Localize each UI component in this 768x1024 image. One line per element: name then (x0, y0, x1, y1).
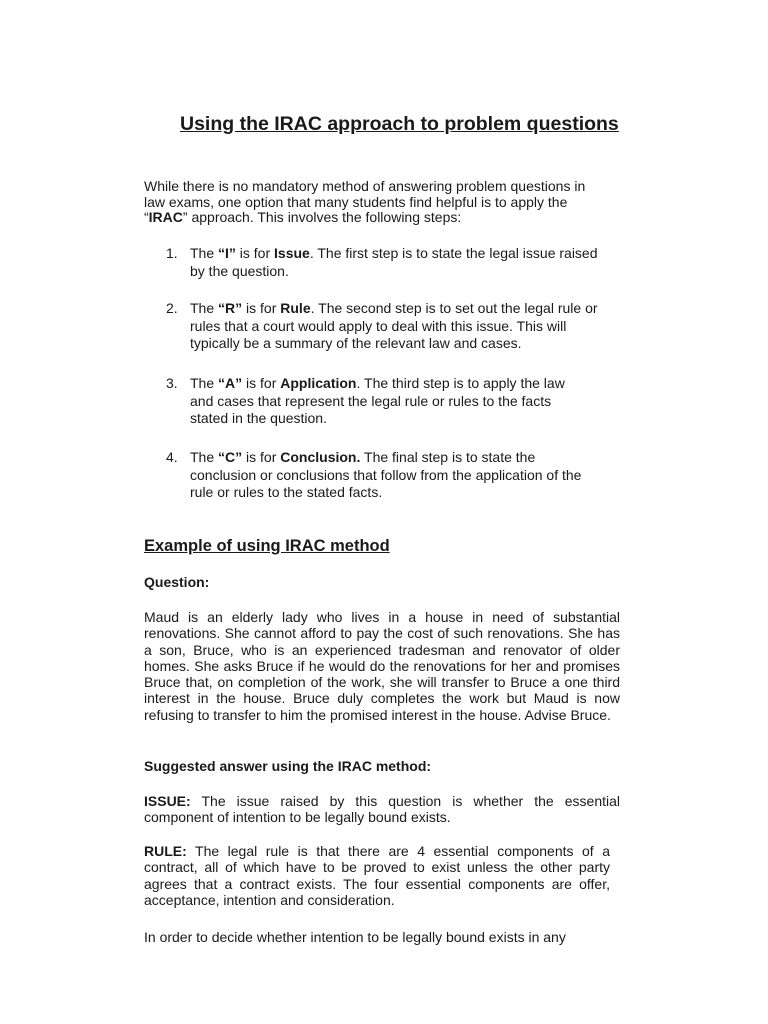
step-number: 4. (166, 449, 178, 465)
step-term: Conclusion. (280, 449, 361, 465)
step-text (190, 375, 590, 428)
rule-label: RULE: (144, 843, 187, 859)
step-middle: is for (242, 300, 281, 316)
step-middle: is for (235, 245, 275, 261)
step-description: The final step is to state the conclusion or conclusions that follow from the application of the rule or rules to the stated facts. (190, 449, 582, 500)
answer-heading: Suggested answer using the IRAC method: (144, 758, 432, 774)
step-prefix: The (190, 375, 219, 391)
rule-text: The legal rule is that there are 4 essential components of a contract, all of which have to be proved to exist unless the other party agrees that a contract exists. The four essential components are offer, acceptance, intention and consideration. (144, 843, 610, 908)
intro-irac-term: IRAC (148, 209, 183, 225)
step-middle: is for (242, 449, 281, 465)
step-text (190, 449, 605, 502)
intro-paragraph (144, 179, 606, 226)
step-number: 1. (166, 245, 178, 261)
step-description: . The second step is to set out the legal rule or rules that a court would apply to deal with this issue. This will typically be a summary of the relevant law and cases. (190, 300, 598, 351)
step-prefix: The (190, 300, 219, 316)
issue-paragraph (144, 793, 620, 826)
step-term: Issue (274, 245, 310, 261)
intro-text-after: ” approach. This involves the following steps: (182, 209, 462, 225)
step-description: . The third step is to apply the law and cases that represent the legal rule or rules to the facts stated in the question. (190, 375, 565, 426)
step-text (190, 245, 610, 280)
issue-label: ISSUE: (144, 793, 191, 809)
step-letter: “C” (218, 449, 243, 465)
step-term: Rule (280, 300, 311, 316)
intro-text-before: While there is no mandatory method of answering problem questions in law exams, one option that many students find helpful is to apply the “ (144, 178, 586, 225)
step-prefix: The (190, 245, 219, 261)
question-paragraph: Maud is an elderly lady who lives in a house in need of substantial renovations. She cannot afford to pay the cost of such renovations. She has a son, Bruce, who is an experienced tradesman and renovator of older homes. She asks Bruce if he would do the renovations for her and promises Bruce that, on completion of the work, she will transfer to Bruce a one third interest in the house. Bruce duly completes the work but Maud is now refusing to transfer to him the promised interest in the house. Advise Bruce. (144, 609, 620, 723)
step-description: . The first step is to state the legal issue raised by the question. (190, 245, 598, 279)
example-heading: Example of using IRAC method (144, 537, 390, 555)
step-number: 2. (166, 300, 178, 316)
step-text (190, 300, 610, 353)
issue-text: The issue raised by this question is whether the essential component of intention to be legally bound exists. (144, 793, 620, 826)
step-prefix: The (190, 449, 219, 465)
step-letter: “R” (218, 300, 243, 316)
document-title: Using the IRAC approach to problem questions (180, 113, 619, 135)
question-heading: Question: (144, 574, 210, 590)
step-number: 3. (166, 375, 178, 391)
rule-paragraph (144, 843, 610, 908)
closing-paragraph: In order to decide whether intention to be legally bound exists in any (144, 929, 566, 945)
step-letter: “A” (218, 375, 243, 391)
step-letter: “I” (218, 245, 236, 261)
step-term: Application (280, 375, 357, 391)
step-middle: is for (242, 375, 281, 391)
